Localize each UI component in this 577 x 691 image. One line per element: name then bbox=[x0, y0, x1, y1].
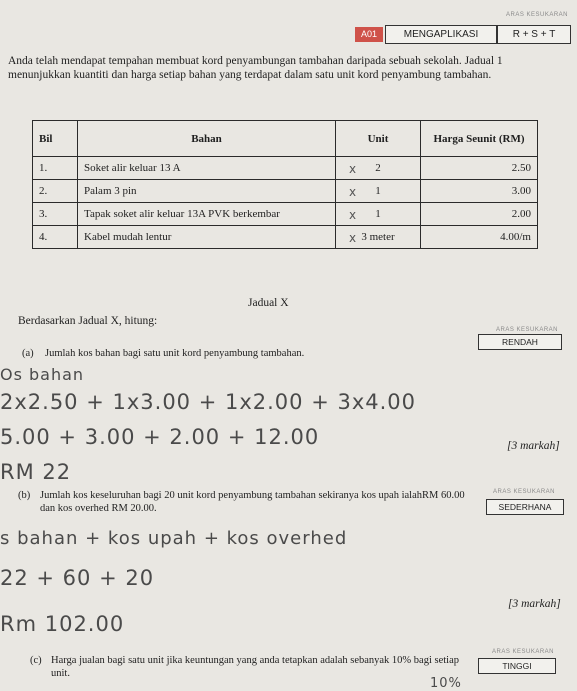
handwritten-answer-line: Rm 102.00 bbox=[0, 612, 125, 636]
handwritten-answer-line: s bahan + kos upah + kos overhed bbox=[0, 528, 348, 549]
marks-a: [3 markah] bbox=[507, 440, 560, 452]
cell-harga bbox=[349, 157, 538, 180]
marks-b: [3 markah] bbox=[508, 598, 561, 610]
cell-harga-value: 3.00 bbox=[511, 185, 531, 197]
level-caption: ARAS KESUKARAN bbox=[493, 489, 556, 495]
cell-harga bbox=[349, 180, 538, 203]
cell-bahan: Tapak soket alir keluar 13A PVK berkembar bbox=[78, 203, 336, 226]
question-b-text: Jumlah kos keseluruhan bagi 20 unit kord penyambung tambahan sekiranya kos upah ialahRM 60.00 dan kos overhed RM 20.00. bbox=[40, 490, 465, 514]
handwritten-tick-mark: x bbox=[349, 208, 357, 222]
cell-harga-value: 4.00/m bbox=[500, 231, 531, 243]
cell-unit: 3 meter bbox=[336, 226, 421, 249]
materials-table bbox=[32, 120, 538, 249]
table-row bbox=[33, 157, 538, 180]
table-header-row bbox=[33, 121, 538, 157]
col-header-bil: Bil bbox=[33, 121, 78, 157]
handwritten-tick-mark: x bbox=[349, 162, 357, 176]
handwritten-answer-line: 22 + 60 + 20 bbox=[0, 566, 155, 590]
cell-unit: 2 bbox=[336, 157, 421, 180]
cell-bil: 2. bbox=[33, 180, 78, 203]
col-header-unit: Unit bbox=[336, 121, 421, 157]
cell-harga-value: 2.00 bbox=[511, 208, 531, 220]
handwritten-answer-line: 2x2.50 + 1x3.00 + 1x2.00 + 3x4.00 bbox=[0, 390, 417, 414]
cell-bil: 4. bbox=[33, 226, 78, 249]
level-caption: ARAS KESUKARAN bbox=[506, 12, 569, 18]
question-c-label: (c) bbox=[30, 655, 42, 666]
question-b-label: (b) bbox=[18, 490, 31, 501]
topic-badge: MENGAPLIKASI bbox=[385, 25, 497, 44]
instruction-text: Berdasarkan Jadual X, hitung: bbox=[18, 315, 158, 327]
cell-bil: 1. bbox=[33, 157, 78, 180]
intro-paragraph: Anda telah mendapat tempahan membuat kord penyambungan tambahan daripada sebuah sekolah. Jadual 1 menunjukkan kuantiti dan harga setiap bahan yang terdapat dalam satu unit kord penyambung tambahan. bbox=[8, 55, 503, 81]
cell-bahan: Palam 3 pin bbox=[78, 180, 336, 203]
handwritten-answer-line: 5.00 + 3.00 + 2.00 + 12.00 bbox=[0, 425, 320, 449]
col-header-harga: Harga Seunit (RM) bbox=[421, 121, 538, 157]
handwritten-tick-mark: x bbox=[349, 185, 357, 199]
level-badge-sederhana: SEDERHANA bbox=[486, 499, 564, 515]
cell-bahan: Kabel mudah lentur bbox=[78, 226, 336, 249]
question-a-label: (a) bbox=[22, 348, 34, 359]
formula-badge: R + S + T bbox=[497, 25, 571, 44]
cell-harga-value: 2.50 bbox=[511, 162, 531, 174]
cell-bil: 3. bbox=[33, 203, 78, 226]
handwritten-answer-line: Os bahan bbox=[0, 365, 85, 384]
level-caption: ARAS KESUKARAN bbox=[496, 327, 559, 333]
table-caption: Jadual X bbox=[248, 297, 289, 309]
question-a-text: Jumlah kos bahan bagi satu unit kord penyambung tambahan. bbox=[45, 348, 305, 359]
level-badge-rendah: RENDAH bbox=[478, 334, 562, 350]
code-badge: A01 bbox=[355, 27, 383, 42]
table-row bbox=[33, 180, 538, 203]
level-caption: ARAS KESUKARAN bbox=[492, 649, 555, 655]
table-row bbox=[33, 203, 538, 226]
question-c-text: Harga jualan bagi satu unit jika keuntungan yang anda tetapkan adalah sebanyak 10% bagi setiap unit. bbox=[51, 655, 460, 679]
level-badge-tinggi: TINGGI bbox=[478, 658, 556, 674]
table-row bbox=[33, 226, 538, 249]
handwritten-answer-line: 10% bbox=[430, 676, 462, 691]
cell-bahan: Soket alir keluar 13 A bbox=[78, 157, 336, 180]
cell-harga bbox=[349, 203, 538, 226]
cell-unit: 1 bbox=[336, 203, 421, 226]
cell-unit: 1 bbox=[336, 180, 421, 203]
col-header-bahan: Bahan bbox=[78, 121, 336, 157]
handwritten-tick-mark: x bbox=[349, 231, 357, 245]
handwritten-answer-line: RM 22 bbox=[0, 460, 72, 484]
